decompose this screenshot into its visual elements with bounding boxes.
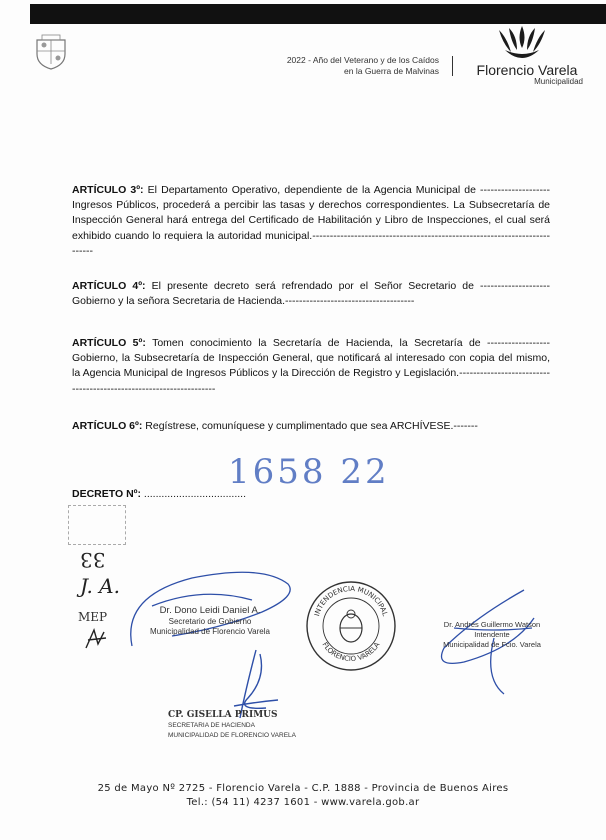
article-5-text: Tomen conocimiento la Secretaría de Hacienda, la Secretaría de ------------------ Gobierno, la Subsecretaría de Inspección General, que notificará al interesado con copia del mismo, la Agencia Municipal de Ingresos Públicos y la Dirección de Registro y Legislación.------------------------------------------------------------------- bbox=[72, 337, 550, 395]
header-divider bbox=[452, 56, 453, 76]
bottom-signer-title-2: MUNICIPALIDAD DE FLORENCIO VARELA bbox=[168, 732, 296, 739]
margin-initials-scribble-icon bbox=[84, 626, 110, 650]
seal-top-text: INTENDENCIA MUNICIPAL bbox=[313, 584, 389, 618]
scan-edge-bar bbox=[30, 4, 606, 24]
left-signer-title-1: Secretario de Gobierno bbox=[168, 616, 252, 626]
decree-dots: ................................... bbox=[140, 488, 247, 500]
svg-text:INTENDENCIA MUNICIPAL bbox=[313, 585, 389, 617]
decree-label bbox=[72, 488, 246, 500]
margin-note-3: MEP bbox=[78, 610, 108, 624]
logo-subtitle: Municipalidad bbox=[534, 77, 583, 86]
article-4-text: El presente decreto será refrendado por el Señor Secretario de -------------------- Gobierno y la señora Secretaria de Hacienda.------------------------------------- bbox=[72, 280, 550, 308]
bottom-signer-title-1: SECRETARIA DE HACIENDA bbox=[168, 721, 255, 729]
margin-note-1: 33 bbox=[80, 548, 106, 572]
footer-address: 25 de Mayo Nº 2725 - Florencio Varela - C.P. 1888 - Provincia de Buenos Aires bbox=[97, 783, 509, 794]
florencio-varela-logo-icon bbox=[497, 26, 547, 60]
commemoration-header bbox=[236, 55, 439, 77]
article-3-text: El Departamento Operativo, dependiente de la Agencia Municipal de -------------------- Ingresos Públicos, procederá a percibir las tasas y derechos correspondientes. La Subsecretaría de Inspección General hará entrega del Certificado de Habilitación y Libro de Inspecciones, el cual será exhibido cuando lo requiera la autoridad municipal.-------------------------------------------------------------------------- bbox=[72, 184, 550, 257]
article-6-label: ARTÍCULO 6º: bbox=[72, 420, 143, 432]
right-signature-block bbox=[436, 620, 548, 650]
logo-wordmark: Florencio Varela bbox=[476, 62, 578, 78]
commemoration-line-1: 2022 - Año del Veterano y de los Caídos bbox=[286, 55, 439, 65]
right-signer-name: Dr. Andrés Guillermo Watson bbox=[443, 620, 541, 629]
footer-contact: Tel.: (54 11) 4237 1601 - www.varela.gob.ar bbox=[186, 797, 420, 808]
article-3-label: ARTÍCULO 3º: bbox=[72, 184, 144, 196]
municipal-crest-icon bbox=[34, 34, 68, 70]
left-signature-block bbox=[140, 606, 280, 638]
article-6-text: Regístrese, comuníquese y cumplimentado que sea ARCHÍVESE.------- bbox=[145, 420, 478, 432]
left-signer-name: Dr. Dono Leidi Daniel A. bbox=[159, 605, 261, 616]
article-5-label: ARTÍCULO 5º: bbox=[72, 337, 146, 349]
faint-stamp-box bbox=[68, 505, 126, 545]
margin-note-2: J. A. bbox=[80, 574, 120, 598]
article-3 bbox=[72, 183, 550, 259]
bottom-signature-block bbox=[168, 710, 308, 742]
municipal-seal-icon bbox=[304, 576, 398, 672]
decree-label-text: DECRETO Nº: bbox=[72, 488, 141, 500]
seal-bottom-text: FLORENCIO VARELA bbox=[320, 640, 382, 664]
article-6 bbox=[72, 419, 550, 434]
article-5 bbox=[72, 336, 550, 397]
decree-number-stamp: 1658 22 bbox=[228, 452, 390, 492]
bottom-signer-name: CP. GISELLA PRIMUS bbox=[168, 710, 278, 720]
article-4-label: ARTÍCULO 4º: bbox=[72, 280, 146, 292]
right-signer-title-2: Municipalidad de Fcio. Varela bbox=[443, 640, 541, 649]
right-signer-title-1: Intendente bbox=[474, 630, 510, 639]
commemoration-line-2: en la Guerra de Malvinas bbox=[344, 66, 439, 76]
article-4 bbox=[72, 279, 550, 309]
left-signer-title-2: Municipalidad de Florencio Varela bbox=[150, 627, 270, 636]
